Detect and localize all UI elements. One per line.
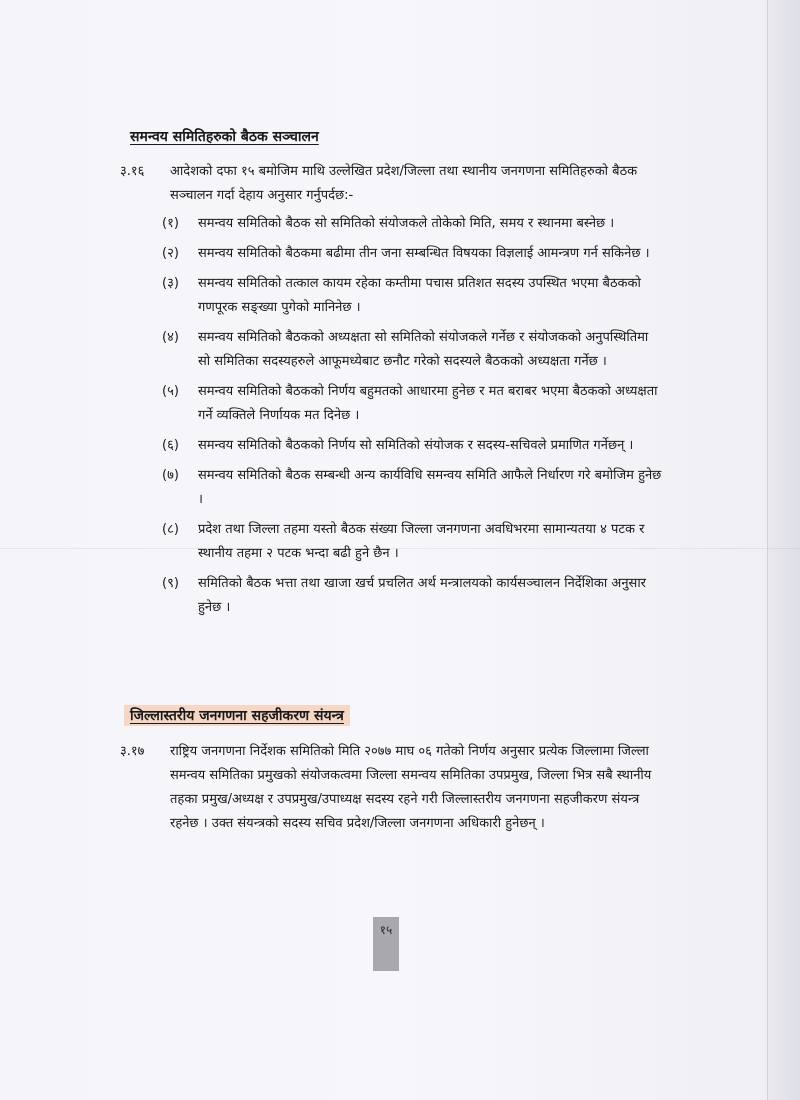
- paragraph-3-17: [120, 740, 660, 836]
- paragraph-3-16: [120, 160, 660, 208]
- numbered-list: [162, 212, 662, 626]
- list-item-number: (८): [162, 522, 179, 537]
- list-item-text: प्रदेश तथा जिल्ला तहमा यस्तो बैठक संख्या जिल्ला जनगणना अवधिभरमा सामान्यतया ४ पटक र स्थानीय तहमा २ पटक भन्दा बढी हुने छैन ।: [198, 522, 645, 561]
- list-item: [162, 272, 662, 320]
- list-item-text: समितिको बैठक भत्ता तथा खाजा खर्च प्रचलित अर्थ मन्त्रालयको कार्यसञ्चालन निर्देशिका अनुसार हुनेछ ।: [198, 576, 647, 615]
- section-heading-facilitation: जिल्लास्तरीय जनगणना सहजीकरण संयन्त्र: [124, 705, 350, 726]
- page-edge: [767, 0, 800, 1100]
- list-item-number: (६): [162, 438, 179, 453]
- list-item-number: (४): [162, 330, 179, 345]
- list-item: [162, 572, 662, 620]
- list-item-text: समन्वय समितिको बैठकको निर्णय बहुमतको आधारमा हुनेछ र मत बराबर भएमा बैठकको अध्यक्षता गर्ने व्यक्तिले निर्णायक मत दिनेछ ।: [198, 384, 658, 423]
- paragraph-number: ३.१७: [120, 744, 145, 759]
- list-item-text: समन्वय समितिको बैठकको निर्णय सो समितिको संयोजक र सदस्य-सचिवले प्रमाणित गर्नेछन् ।: [198, 438, 634, 453]
- list-item: [162, 212, 662, 236]
- list-item-number: (२): [162, 246, 179, 261]
- list-item-text: समन्वय समितिको बैठकको अध्यक्षता सो समितिको संयोजकले गर्नेछ र संयोजकको अनुपस्थितिमा सो समितिका सदस्यहरुले आफूमध्येबाट छनौट गरेको सदस्यले बैठकको अध्यक्षता गर्नेछ ।: [198, 330, 649, 369]
- list-item: [162, 434, 662, 458]
- list-item-text: समन्वय समितिको बैठक सो समितिको संयोजकले तोकेको मिति, समय र स्थानमा बस्नेछ ।: [198, 216, 615, 231]
- section-heading-meetings: समन्वय समितिहरुको बैठक सञ्चालन: [130, 129, 319, 145]
- list-item: [162, 518, 662, 566]
- list-item-text: समन्वय समितिको बैठकमा बढीमा तीन जना सम्बन्धित विषयका विज्ञलाई आमन्त्रण गर्न सकिनेछ ।: [198, 246, 650, 261]
- list-item-number: (९): [162, 576, 179, 591]
- list-item: [162, 326, 662, 374]
- paragraph-text: आदेशको दफा १५ बमोजिम माथि उल्लेखित प्रदेश/जिल्ला तथा स्थानीय जनगणना समितिहरुको बैठक सञ्चालन गर्दा देहाय अनुसार गर्नुपर्दछ:-: [170, 164, 638, 203]
- list-item: [162, 464, 662, 512]
- list-item-number: (१): [162, 216, 179, 231]
- list-item-text: समन्वय समितिको तत्काल कायम रहेका कम्तीमा पचास प्रतिशत सदस्य उपस्थित भएमा बैठकको गणपूरक सङ्ख्या पुगेको मानिनेछ ।: [198, 276, 641, 315]
- page-number: १५: [373, 917, 399, 971]
- list-item: [162, 242, 662, 266]
- list-item-number: (३): [162, 276, 179, 291]
- list-item-text: समन्वय समितिको बैठक सम्बन्धी अन्य कार्यविधि समन्वय समिति आफैले निर्धारण गरे बमोजिम हुनेछ ।: [198, 468, 662, 507]
- list-item-number: (७): [162, 468, 179, 483]
- list-item-number: (५): [162, 384, 179, 399]
- list-item: [162, 380, 662, 428]
- paragraph-text: राष्ट्रिय जनगणना निर्देशक समितिको मिति २०७७ माघ ०६ गतेको निर्णय अनुसार प्रत्येक जिल्लामा जिल्ला समन्वय समितिका प्रमुखको संयोजकत्वमा जिल्ला समन्वय समितिका उपप्रमुख, जिल्ला भित्र सबै स्थानीय तहका प्रमुख/अध्यक्ष र उपप्रमुख/उपाध्यक्ष सदस्य रहने गरी जिल्लास्तरीय जनगणना सहजीकरण संयन्त्र रहनेछ । उक्त संयन्त्रको सदस्य सचिव प्रदेश/जिल्ला जनगणना अधिकारी हुनेछन् ।: [170, 744, 652, 831]
- paragraph-number: ३.१६: [120, 164, 145, 179]
